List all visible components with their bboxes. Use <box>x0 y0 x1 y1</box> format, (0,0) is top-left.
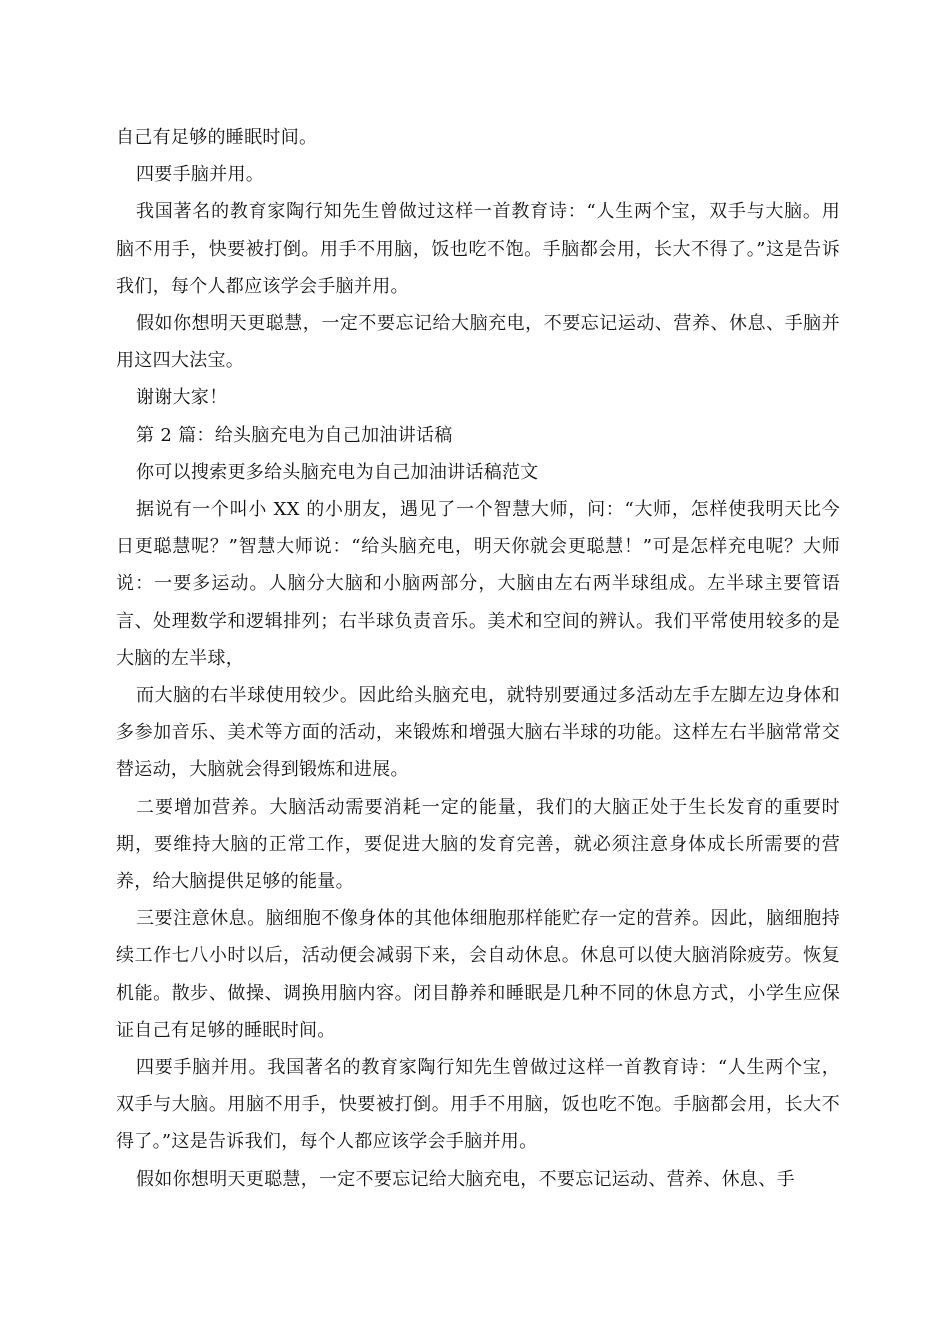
paragraph: 四要手脑并用。我国著名的教育家陶行知先生曾做过这样一首教育诗：“人生两个宝，双手与大脑。用脑不用手，快要被打倒。用手不用脑，饭也吃不饱。手脑都会用，长大不得了。”这是告诉我们，每个人都应该学会手脑并用。 <box>116 1057 840 1153</box>
paragraph: 谢谢大家！ <box>136 387 228 409</box>
section-heading: 第 2 篇：给头脑充电为自己加油讲话稿 <box>136 424 453 446</box>
paragraph: 自己有足够的睡眠时间。 <box>116 127 318 148</box>
paragraph: 我国著名的教育家陶行知先生曾做过这样一首教育诗：“人生两个宝，双手与大脑。用脑不用手，快要被打倒。用手不用脑，饭也吃不饱。手脑都会用，长大不得了。”这是告诉我们，每个人都应该学会手脑并用。 <box>116 201 840 297</box>
paragraph: 三要注意休息。脑细胞不像身体的其他体细胞那样能贮存一定的营养。因此，脑细胞持续工作七八小时以后，活动便会减弱下来，会自动休息。休息可以使大脑消除疲劳。恢复机能。散步、做操、调换用脑内容。闭目静养和睡眠是几种不同的休息方式，小学生应保证自己有足够的睡眠时间。 <box>116 908 840 1041</box>
paragraph: 假如你想明天更聪慧，一定不要忘记给大脑充电，不要忘记运动、营养、休息、手 <box>136 1168 795 1190</box>
paragraph: 假如你想明天更聪慧，一定不要忘记给大脑充电，不要忘记运动、营养、休息、手脑并用这四大法宝。 <box>116 313 840 372</box>
paragraph: 四要手脑并用。 <box>136 164 265 186</box>
paragraph: 据说有一个叫小 XX 的小朋友，遇见了一个智慧大师，问：“大师，怎样使我明天比今日更聪慧呢？”智慧大师说：“给头脑充电，明天你就会更聪慧！”可是怎样充电呢？大师说：一要多运动。人脑分大脑和小脑两部分，大脑由左右两半球组成。左半球主要管语言、处理数学和逻辑排列；右半球负责音乐。美术和空间的辨认。我们平常使用较多的是大脑的左半球， <box>116 499 840 669</box>
paragraph: 二要增加营养。大脑活动需要消耗一定的能量，我们的大脑正处于生长发育的重要时期，要维持大脑的正常工作，要促进大脑的发育完善，就必须注意身体成长所需要的营养，给大脑提供足够的能量。 <box>116 796 840 893</box>
document-body <box>116 119 840 1198</box>
paragraph: 你可以搜索更多给头脑充电为自己加油讲话稿范文 <box>136 461 539 483</box>
paragraph: 而大脑的右半球使用较少。因此给头脑充电，就特别要通过多活动左手左脚左边身体和多参加音乐、美术等方面的活动，来锻炼和增强大脑右半球的功能。这样左右半脑常常交替运动，大脑就会得到锻炼和进展。 <box>116 685 840 781</box>
